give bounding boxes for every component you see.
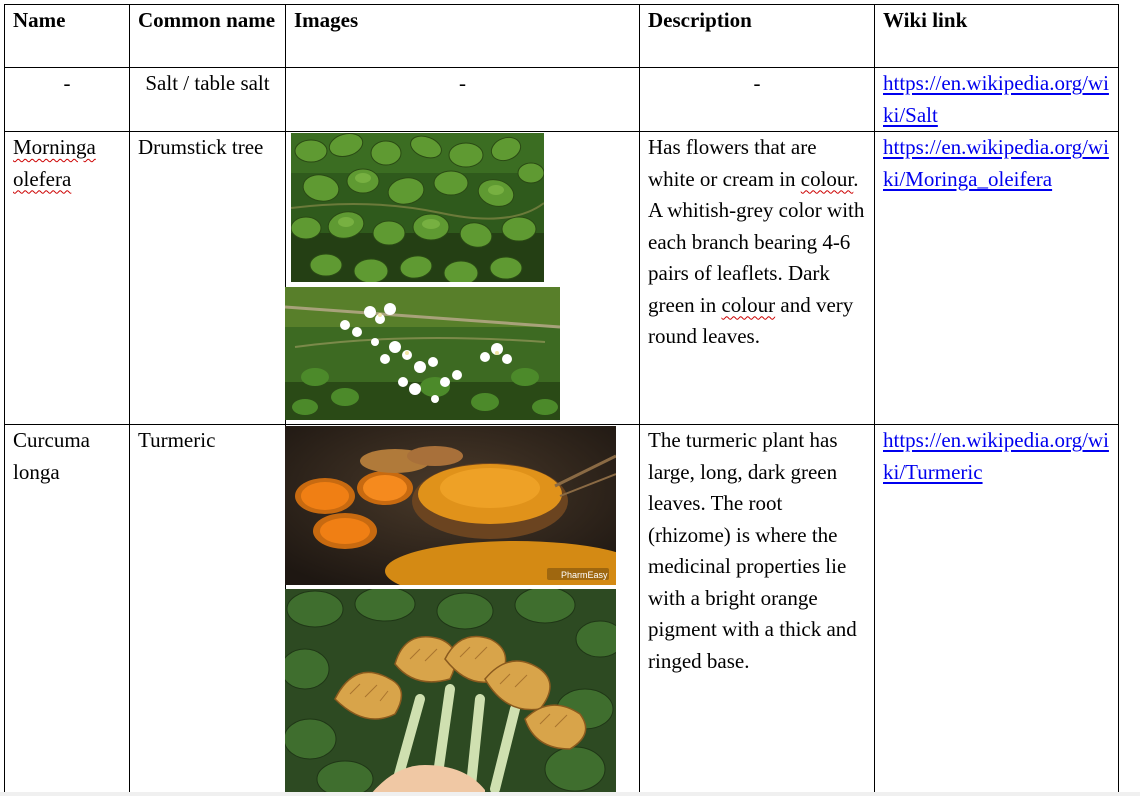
table-row	[5, 425, 1119, 795]
name-text: Morninga olefera	[13, 135, 96, 191]
wiki-link[interactable]: https://en.wikipedia.org/wiki/Salt	[883, 71, 1109, 127]
description-text-3: . A whitish-grey color with each branch bearing 4-6 pairs of leaflets. Dark green in	[648, 166, 865, 317]
table-row	[5, 68, 1119, 132]
wiki-link[interactable]: https://en.wikipedia.org/wiki/Turmeric	[883, 428, 1109, 484]
name-cell: -	[5, 68, 130, 132]
wiki-link-cell	[875, 132, 1119, 425]
plant-table	[4, 4, 1119, 795]
header-row	[5, 5, 1119, 68]
wiki-link[interactable]: https://en.wikipedia.org/wiki/Moringa_oleifera	[883, 135, 1109, 191]
wiki-link-cell	[875, 425, 1119, 795]
table-row	[5, 132, 1119, 425]
description-cell	[640, 132, 875, 425]
common-name-cell: Drumstick tree	[130, 132, 286, 425]
header-wiki-link: Wiki link	[875, 5, 1119, 68]
turmeric-rhizome-image	[285, 589, 616, 795]
description-text-5: and very round leaves.	[648, 292, 854, 348]
description-text-2: colour	[800, 166, 854, 191]
description-cell: The turmeric plant has large, long, dark green leaves. The root (rhizome) is where the medicinal properties lie with a bright orange pigment with a thick and ringed base.	[640, 425, 875, 795]
description-text-4: colour	[721, 292, 776, 317]
description-cell: -	[640, 68, 875, 132]
common-name-cell: Salt / table salt	[130, 68, 286, 132]
name-cell: Curcuma longa	[5, 425, 130, 795]
images-cell	[286, 425, 640, 795]
header-name: Name	[5, 5, 130, 68]
moringa-flowers-image	[285, 287, 560, 420]
header-common-name: Common name	[130, 5, 286, 68]
turmeric-powder-image	[285, 426, 616, 585]
wiki-link-cell	[875, 68, 1119, 132]
page-bottom-edge	[0, 792, 1140, 796]
moringa-leaves-image	[291, 133, 544, 282]
name-cell	[5, 132, 130, 425]
header-description: Description	[640, 5, 875, 68]
images-cell: -	[286, 68, 640, 132]
header-images: Images	[286, 5, 640, 68]
description-text-1: Has flowers that are white or cream in	[648, 135, 817, 191]
images-cell	[286, 132, 640, 425]
common-name-cell: Turmeric	[130, 425, 286, 795]
pharmeasy-watermark: PharmEasy	[561, 570, 608, 580]
